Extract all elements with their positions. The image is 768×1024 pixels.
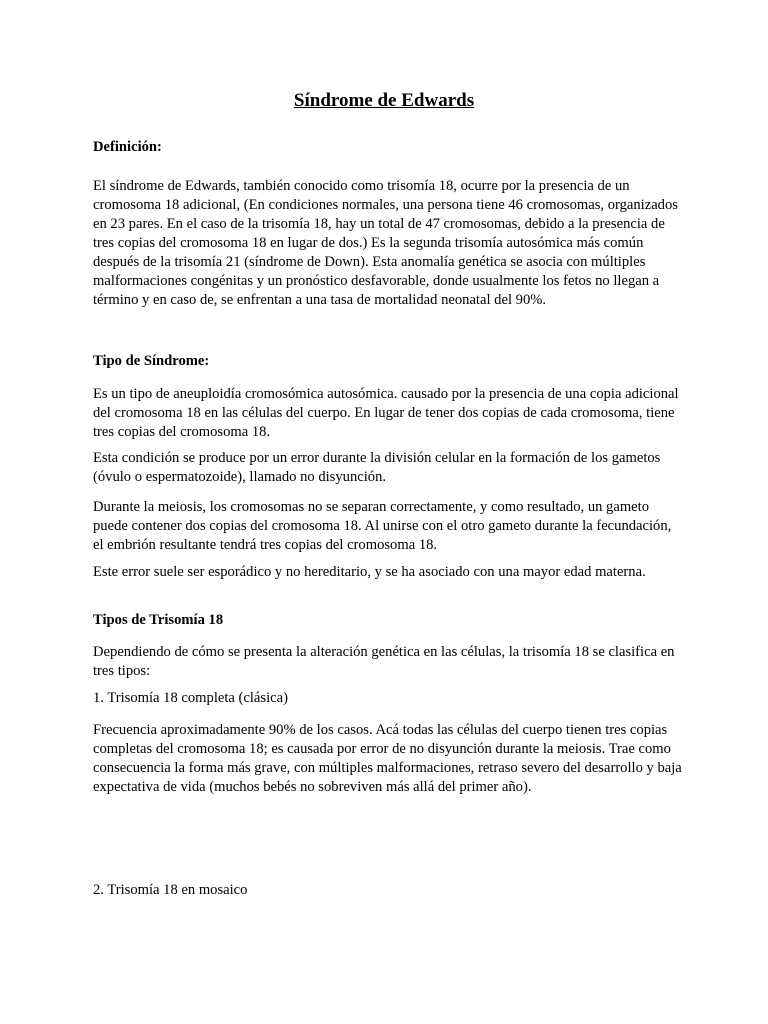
paragraph-tipo-2: Esta condición se produce por un error durante la división celular en la formación de los gametos (óvulo o espermatozoide), llamado no disyunción. <box>93 450 661 485</box>
paragraph-tipo-3: Durante la meiosis, los cromosomas no se separan correctamente, y como resultado, un gameto puede contener dos copias del cromosoma 18. Al unirse con el otro gameto durante la fecundación, el embrión resultante tendrá tres copias del cromosoma 18. <box>93 499 672 553</box>
paragraph-tipo-1: Es un tipo de aneuploidía cromosómica autosómica. causado por la presencia de una copia adicional del cromosoma 18 en las células del cuerpo. En lugar de tener dos copias de cada cromosoma, tiene tres copias del cromosoma 18. <box>93 386 679 440</box>
document-title: Síndrome de Edwards <box>293 90 475 111</box>
paragraph-tipos-intro: Dependiendo de cómo se presenta la alteración genética en las células, la trisomía 18 se clasifica en tres tipos: <box>93 644 675 679</box>
section-heading-tipos: Tipos de Trisomía 18 <box>93 612 224 628</box>
list-item-label-tipo-2: 2. Trisomía 18 en mosaico <box>93 882 248 898</box>
section-heading-definicion: Definición: <box>93 139 162 155</box>
paragraph-tipo-4: Este error suele ser esporádico y no hereditario, y se ha asociado con una mayor edad materna. <box>93 564 646 580</box>
paragraph-definicion: El síndrome de Edwards, también conocido como trisomía 18, ocurre por la presencia de un cromosoma 18 adicional, (En condiciones normales, una persona tiene 46 cromosomas, organizados en 23 pares. En el caso de la trisomía 18, hay un total de 47 cromosomas, debido a la presencia de tres copias del cromosoma 18 en lugar de dos.) Es la segunda trisomía autosómica más común después de la trisomía 21 (síndrome de Down). Esta anomalía genética se asocia con múltiples malformaciones congénitas y un pronóstico desfavorable, donde usualmente los fetos no llegan a término y en caso de, se enfrentan a una tasa de mortalidad neonatal del 90%. <box>93 178 678 308</box>
paragraph-tipo-1-description: Frecuencia aproximadamente 90% de los casos. Acá todas las células del cuerpo tienen tres copias completas del cromosoma 18; es causada por error de no disyunción durante la meiosis. Trae como consecuencia la forma más grave, con múltiples malformaciones, retraso severo del desarrollo y baja expectativa de vida (muchos bebés no sobreviven más allá del primer año). <box>93 722 682 795</box>
section-heading-tipo: Tipo de Síndrome: <box>93 353 210 369</box>
list-item-label-tipo-1: 1. Trisomía 18 completa (clásica) <box>93 690 288 706</box>
